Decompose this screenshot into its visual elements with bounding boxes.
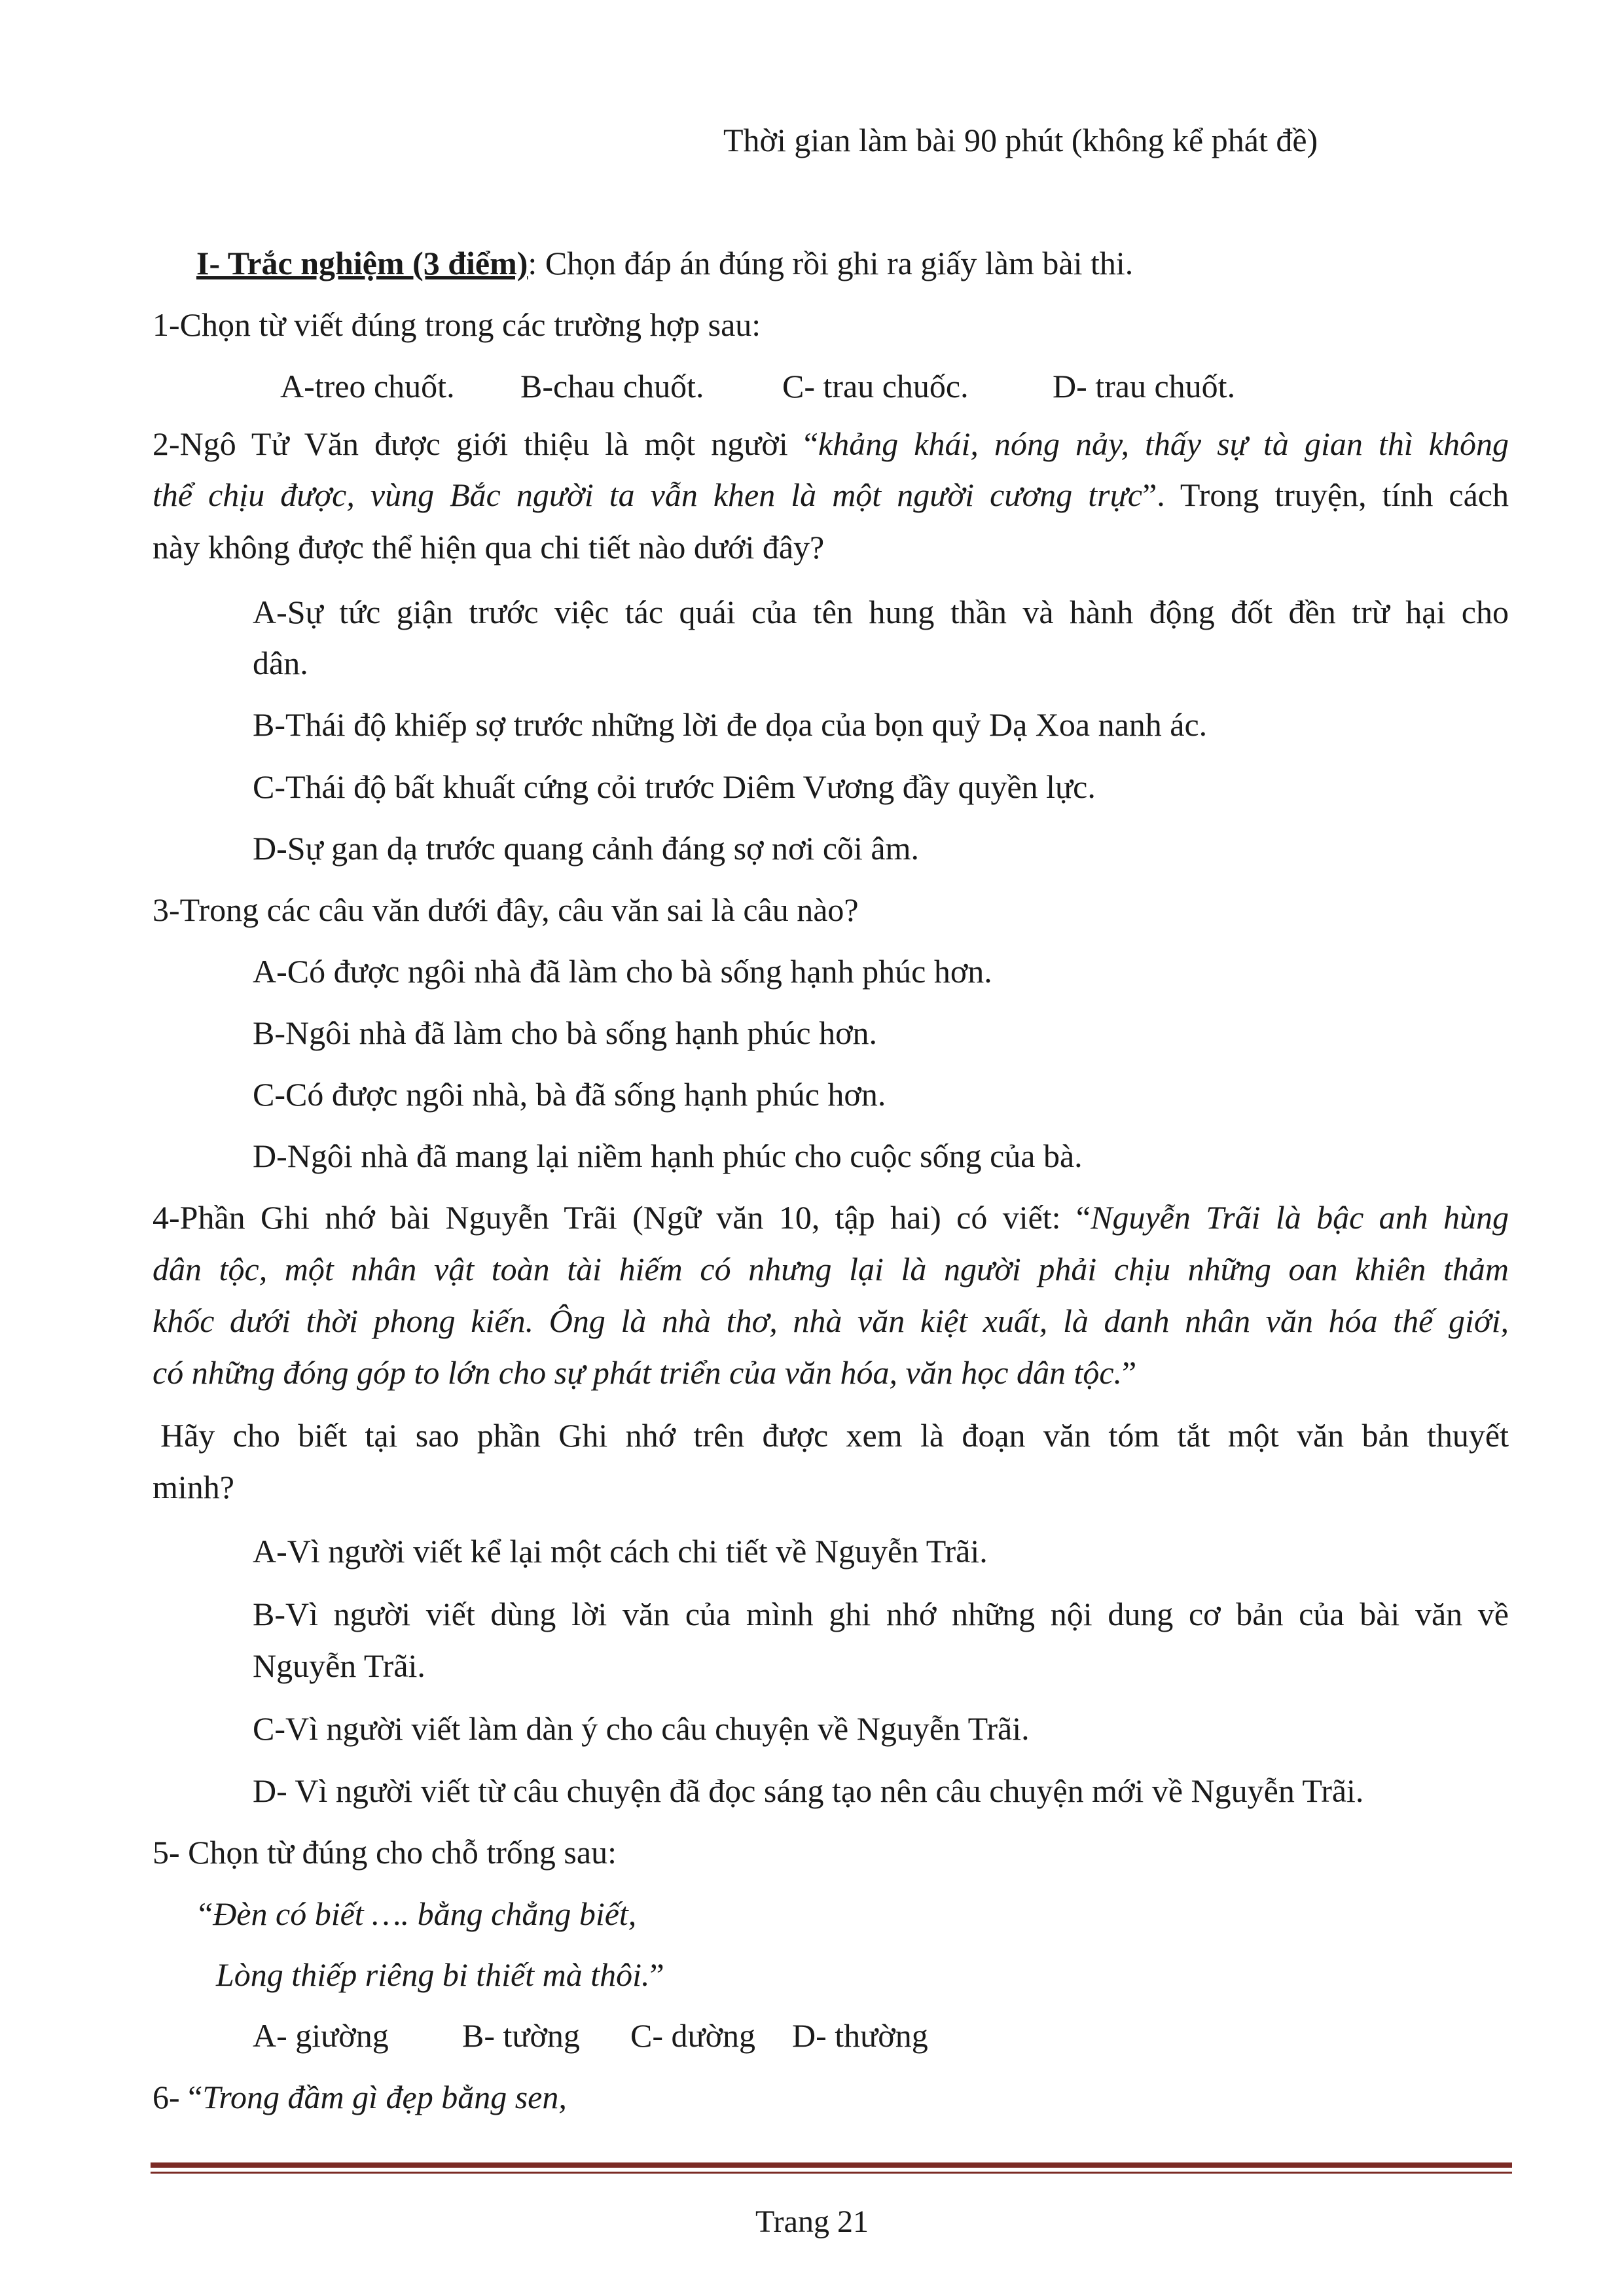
q5-verse-2: Lòng thiếp riêng bi thiết mà thôi. (216, 1956, 650, 1993)
q5-verse-open: “ (198, 1895, 213, 1932)
q2-line-1 (153, 418, 1509, 470)
q3-option-b: B-Ngôi nhà đã làm cho bà sống hạnh phúc hơn. (253, 1014, 878, 1051)
q2-option-c: C-Thái độ bất khuất cứng cỏi trước Diêm Vương đầy quyền lực. (253, 768, 1096, 805)
q5-option-a: A- giường (253, 2017, 389, 2054)
q5-stem: 5- Chọn từ đúng cho chỗ trống sau: (153, 1834, 617, 1871)
q1-option-c: C- trau chuốc. (782, 368, 969, 404)
q4-quote-1: Nguyễn Trãi là bậc anh hùng (1091, 1199, 1509, 1236)
time-note: Thời gian làm bài 90 phút (không kể phát đề) (723, 122, 1318, 158)
q2-intro: 2-Ngô Tử Văn được giới thiệu là một người “ (153, 425, 819, 462)
q4-quote-close: ” (1122, 1354, 1137, 1391)
q3-option-c: C-Có được ngôi nhà, bà đã sống hạnh phúc hơn. (253, 1076, 886, 1113)
q2-tail: ”. Trong truyện, tính cách (1142, 476, 1509, 513)
q4-quote-4: có những đóng góp to lớn cho sự phát triển của văn hóa, văn học dân tộc. (153, 1354, 1123, 1391)
q3-stem: 3-Trong các câu văn dưới đây, câu văn sai là câu nào? (153, 891, 859, 928)
q2-option-a-2: dân. (253, 645, 308, 681)
q6-line-1 (153, 2071, 567, 2123)
q4-line-1 (153, 1191, 1509, 1244)
q4-quote-3: khốc dưới thời phong kiến. Ông là nhà thơ, nhà văn kiệt xuất, là danh nhân văn hóa thế giới, (153, 1302, 1509, 1339)
q5-verse-close: ” (649, 1956, 664, 1993)
q4-quote-2: dân tộc, một nhân vật toàn tài hiếm có nhưng lại là người phải chịu những oan khiên thảm (153, 1251, 1509, 1287)
q4-option-b-1: B-Vì người viết dùng lời văn của mình ghi nhớ những nội dung cơ bản của bài văn về (253, 1596, 1509, 1632)
q2-option-b: B-Thái độ khiếp sợ trước những lời đe dọa của bọn quỷ Dạ Xoa nanh ác. (253, 706, 1208, 743)
q2-line-2 (153, 469, 1509, 521)
section-heading-line (196, 237, 1133, 289)
q4-intro: 4-Phần Ghi nhớ bài Nguyễn Trãi (Ngữ văn 10, tập hai) có viết: “ (153, 1199, 1091, 1236)
q1-option-b: B-chau chuốt. (520, 368, 704, 404)
q5-option-d: D- thường (792, 2017, 928, 2054)
q3-option-a: A-Có được ngôi nhà đã làm cho bà sống hạnh phúc hơn. (253, 953, 992, 990)
q5-verse-line-2 (216, 1948, 664, 2001)
q2-quote-1: khảng khái, nóng nảy, thấy sự tà gian thì không (818, 425, 1509, 462)
q1-option-d: D- trau chuốt. (1053, 368, 1236, 404)
q2-line-3: này không được thể hiện qua chi tiết nào dưới đây? (153, 529, 825, 565)
q4-question-2: minh? (153, 1469, 234, 1505)
q5-verse-1: Đèn có biết …. bằng chẳng biết, (213, 1895, 637, 1932)
q1-option-a: A-treo chuốt. (280, 368, 455, 404)
q6-verse-1: Trong đầm gì đẹp bằng sen, (202, 2079, 567, 2115)
q2-quote-2: thể chịu được, vùng Bắc người ta vẫn khen là một người cương trực (153, 476, 1143, 513)
q2-option-a-1: A-Sự tức giận trước việc tác quái của tên hung thần và hành động đốt đền trừ hại cho (253, 594, 1509, 630)
q5-verse-line-1 (198, 1888, 636, 1940)
q2-option-d: D-Sự gan dạ trước quang cảnh đáng sợ nơi cõi âm. (253, 830, 919, 867)
q3-option-d: D-Ngôi nhà đã mang lại niềm hạnh phúc cho cuộc sống của bà. (253, 1138, 1083, 1174)
q4-option-a: A-Vì người viết kể lại một cách chi tiết về Nguyễn Trãi. (253, 1533, 988, 1570)
q4-option-b-2: Nguyễn Trãi. (253, 1647, 425, 1684)
footer-rule-thick (151, 2162, 1512, 2168)
section-instruction: : Chọn đáp án đúng rồi ghi ra giấy làm bài thi. (528, 245, 1134, 281)
q4-question-1: Hãy cho biết tại sao phần Ghi nhớ trên được xem là đoạn văn tóm tắt một văn bản thuyết (160, 1417, 1509, 1454)
q4-line-4 (153, 1346, 1136, 1399)
q5-option-c: C- dường (630, 2017, 756, 2054)
page-number: Trang 21 (755, 2204, 869, 2239)
q5-option-b: B- tường (462, 2017, 580, 2054)
q1-stem: 1-Chọn từ viết đúng trong các trường hợp sau: (153, 306, 761, 343)
q4-option-d: D- Vì người viết từ câu chuyện đã đọc sáng tạo nên câu chuyện mới về Nguyễn Trãi. (253, 1772, 1364, 1809)
q6-prefix: 6- “ (153, 2079, 203, 2115)
footer-rule-thin (151, 2172, 1512, 2174)
section-heading: I- Trắc nghiệm (3 điểm) (196, 245, 528, 281)
q4-option-c: C-Vì người viết làm dàn ý cho câu chuyện về Nguyễn Trãi. (253, 1710, 1030, 1747)
